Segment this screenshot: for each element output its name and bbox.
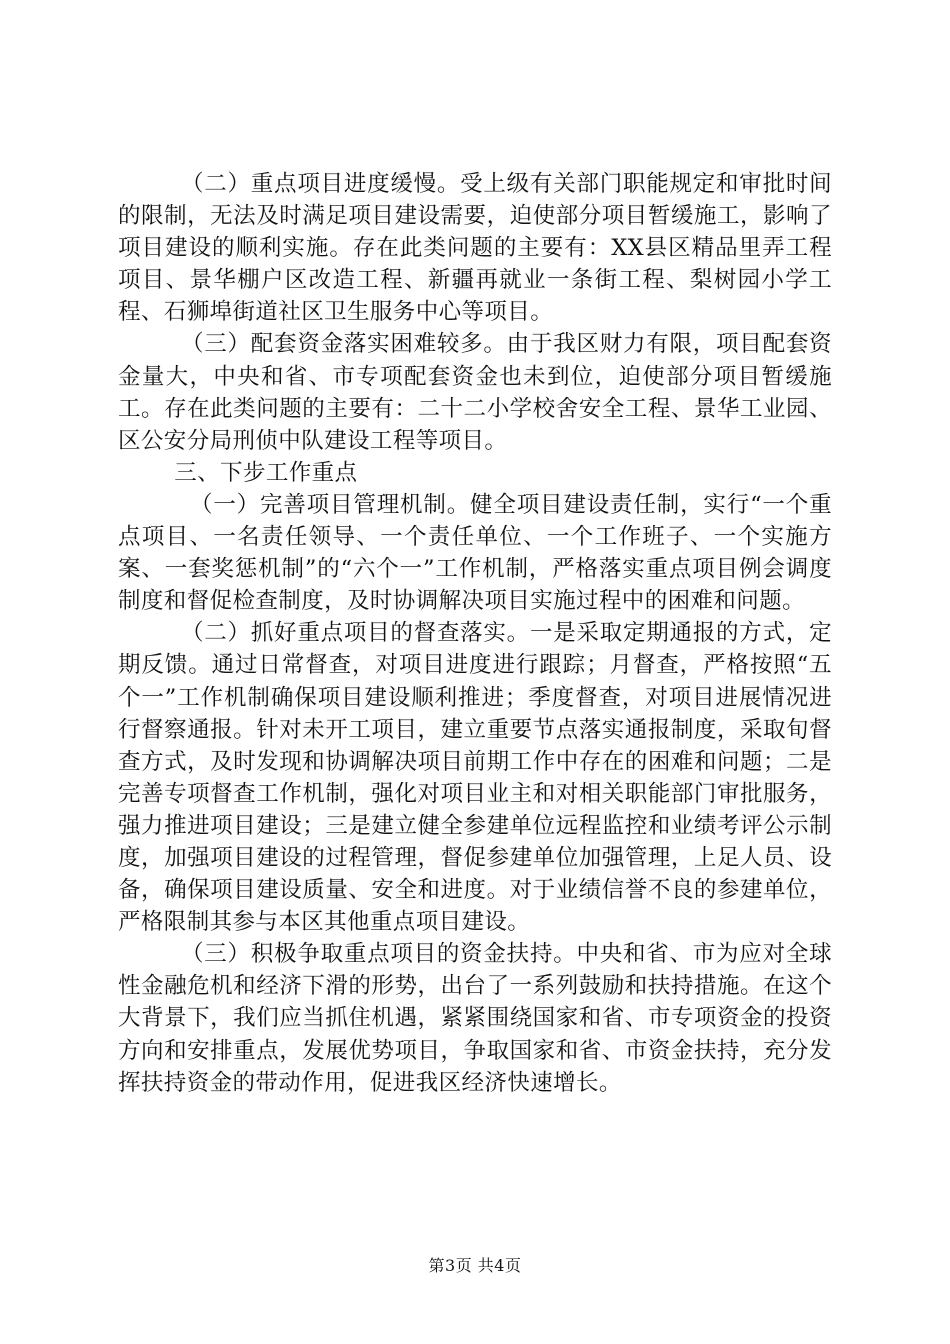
page-number-footer: 第3页 共4页 <box>428 1256 522 1275</box>
paragraph-matching-funds: （三）配套资金落实困难较多。由于我区财力有限，项目配套资金量大，中央和省、市专项配套资金也未到位，迫使部分项目暂缓施工。存在此类问题的主要有：二十二小学校舍安全工程、景华工业园、区公安分局刑侦中队建设工程等项目。 <box>118 331 832 454</box>
paragraph-management-mechanism: （一）完善项目管理机制。健全项目建设责任制，实行“一个重点项目、一名责任领导、一个责任单位、一个工作班子、一个实施方案、一套奖惩机制”的“六个一”工作机制，严格落实重点项目例会调度制度和督促检查制度，及时协调解决项目实施过程中的困难和问题。 <box>118 491 832 615</box>
section-heading-next-steps: 三、下步工作重点 <box>174 459 358 486</box>
paragraph-funding-support: （三）积极争取重点项目的资金扶持。中央和省、市为应对全球性金融危机和经济下滑的形势，出台了一系列鼓励和扶持措施。在这个大背景下，我们应当抓住机遇，紧紧围绕国家和省、市专项资金的投资方向和安排重点，发展优势项目，争取国家和省、市资金扶持，充分发挥扶持资金的带动作用，促进我区经济快速增长。 <box>118 941 832 1096</box>
paragraph-supervision: （二）抓好重点项目的督查落实。一是采取定期通报的方式，定期反馈。通过日常督查，对项目进度进行跟踪；月督查，严格按照“五个一”工作机制确保项目建设顺利推进；季度督查，对项目进展情况进行督察通报。针对未开工项目，建立重要节点落实通报制度，采取旬督查方式，及时发现和协调解决项目前期工作中存在的困难和问题；二是完善专项督查工作机制，强化对项目业主和对相关职能部门审批服务，强力推进项目建设；三是建立健全参建单位远程监控和业绩考评公示制度，加强项目建设的过程管理，督促参建单位加强管理，上足人员、设备，确保项目建设质量、安全和进度。对于业绩信誉不良的参建单位，严格限制其参与本区其他重点项目建设。 <box>118 620 832 936</box>
document-body <box>118 168 832 1099</box>
paragraph-key-project-delay: （二）重点项目进度缓慢。受上级有关部门职能规定和审批时间的限制，无法及时满足项目建设需要，迫使部分项目暂缓施工，影响了项目建设的顺利实施。存在此类问题的主要有：XX县区精品里弄工程项目、景华棚户区改造工程、新疆再就业一条街工程、梨树园小学工程、石狮埠街道社区卫生服务中心等项目。 <box>118 171 832 326</box>
